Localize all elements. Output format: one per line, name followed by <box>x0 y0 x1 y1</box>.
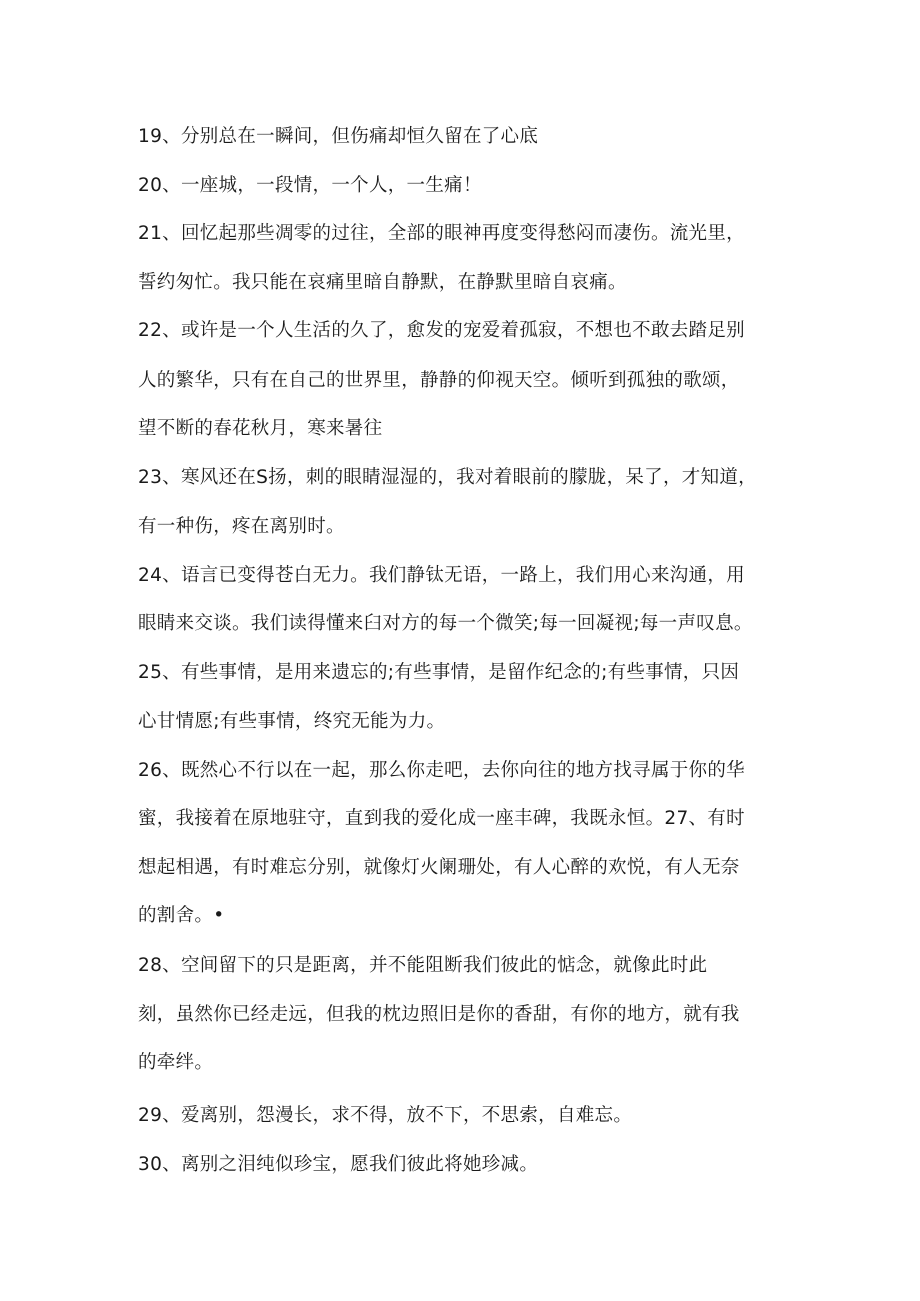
text-line: 蜜，我接着在原地驻守，直到我的爱化成一座丰碑，我既永恒。27、有时 <box>138 808 745 829</box>
text-line: 有一种伤，疼在离别时。 <box>138 516 345 537</box>
text-line: 20、一座城，一段情，一个人，一生痛！ <box>138 175 482 196</box>
text-line: 25、有些事情，是用来遗忘的;有些事情，是留作纪念的;有些事情，只因 <box>138 662 740 683</box>
text-line: 人的繁华，只有在自己的世界里，静静的仰视天空。倾听到孤独的歌颂， <box>138 370 740 391</box>
text-line: 29、爱离别，怨漫长，求不得，放不下，不思索，自难忘。 <box>138 1105 633 1126</box>
text-line: 心甘情愿;有些事情，终究无能为力。 <box>138 711 446 732</box>
text-line: 30、离别之泪纯似珍宝，愿我们彼此将她珍减。 <box>138 1154 539 1175</box>
text-line: 刻，虽然你已经走远，但我的枕边照旧是你的香甜，有你的地方，就有我 <box>138 1004 740 1025</box>
text-line: 21、回忆起那些凋零的过往，全部的眼神再度变得愁闷而凄伤。流光里， <box>138 223 745 244</box>
text-line: 望不断的春花秋月，寒来暑往 <box>138 418 383 439</box>
text-line: 想起相遇，有时难忘分别，就像灯火阑珊处，有人心醉的欢悦，有人无奈 <box>138 857 740 878</box>
text-line: 22、或许是一个人生活的久了，愈发的宠爱着孤寂，不想也不敢去踏足别 <box>138 320 745 341</box>
text-line: 的牵绊。 <box>138 1052 214 1073</box>
text-line: 23、寒风还在S扬，刺的眼睛湿湿的，我对着眼前的朦胧，呆了，才知道， <box>138 467 757 488</box>
text-line: 24、语言已变得苍白无力。我们静钛无语，一路上，我们用心来沟通，用 <box>138 565 745 586</box>
text-line: 眼睛来交谈。我们读得懂来臼对方的每一个微笑;每一回凝视;每一声叹息。 <box>138 613 753 634</box>
text-line: 的割舍。• <box>138 905 225 926</box>
text-line: 28、空间留下的只是距离，并不能阻断我们彼此的惦念，就像此时此 <box>138 955 708 976</box>
text-line: 誓约匆忙。我只能在哀痛里暗自静默，在静默里暗自哀痛。 <box>138 272 627 293</box>
text-line: 26、既然心不行以在一起，那么你走吧，去你向往的地方找寻属于你的华 <box>138 760 745 781</box>
text-line: 19、分别总在一瞬间，但伤痛却恒久留在了心底 <box>138 126 539 147</box>
